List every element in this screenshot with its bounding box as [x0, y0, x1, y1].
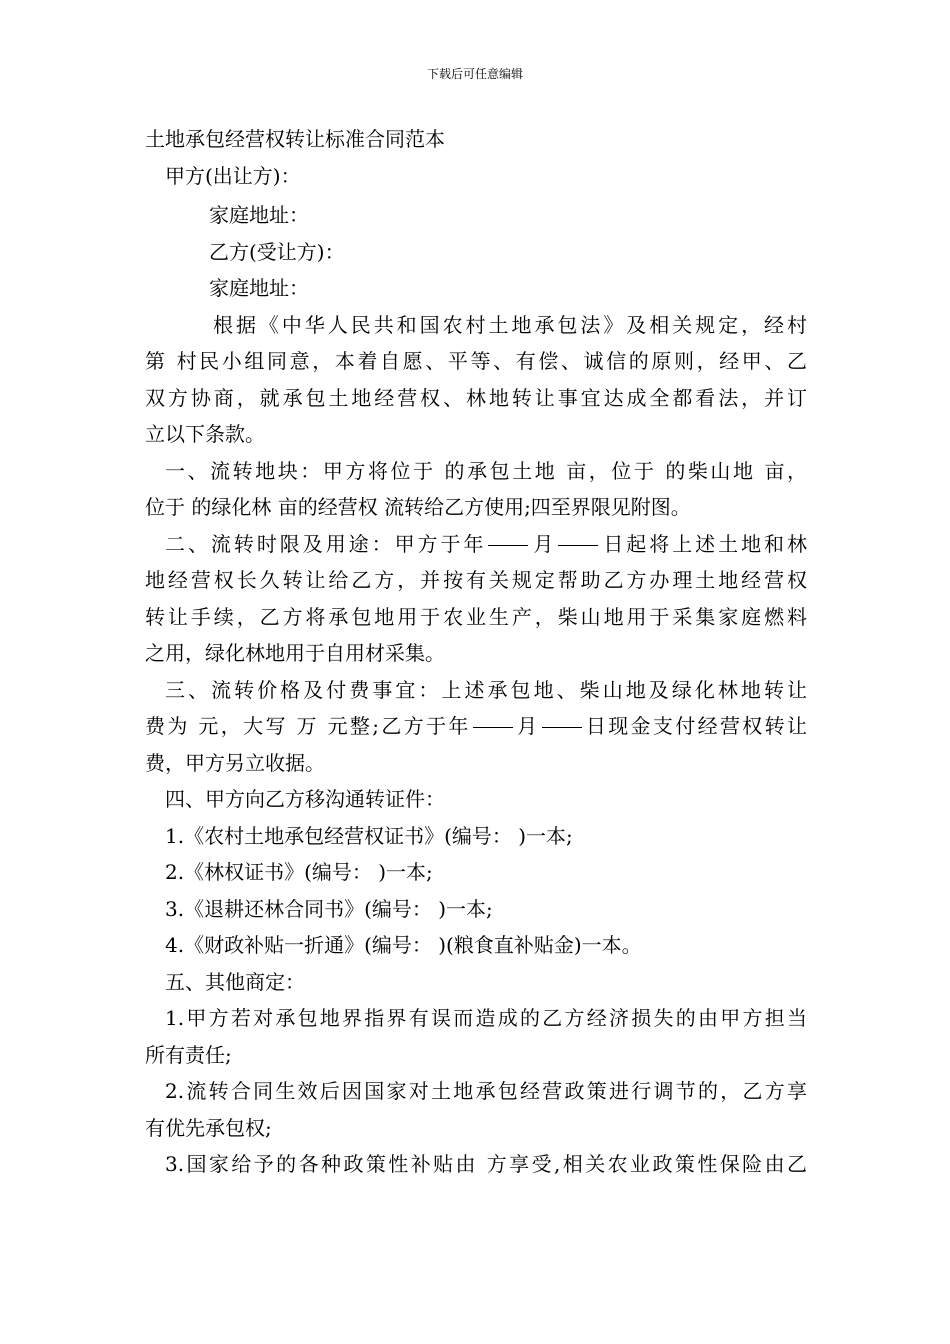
clause-3-text-a: 费为 元，大写 万 元整;乙方于年: [145, 714, 471, 738]
preamble-line-2: 第 村民小组同意，本着自愿、平等、有偿、诚信的原则，经甲、乙: [145, 349, 807, 373]
clause-2-line-4: 之用，绿化林地用于自用材采集。: [145, 641, 445, 665]
clause-5-item-1-line-1: 1.甲方若对承包地界指界有误而造成的乙方经济损失的由甲方担当: [165, 1006, 807, 1030]
page-header: 下载后可任意编辑: [426, 67, 523, 81]
blank-field: [473, 726, 513, 728]
clause-2-text-b: 月: [530, 531, 557, 556]
clause-1-line-1: 一、流转地块：甲方将位于 的承包土地 亩，位于 的柴山地 亩，: [165, 458, 807, 483]
clause-3-text-c: 日现金支付经营权转让: [583, 714, 808, 738]
clause-5-item-2-line-2: 有优先承包权;: [145, 1115, 272, 1140]
preamble-line-3: 双方协商，就承包土地经营权、林地转让事宜达成全都看法，并订: [145, 385, 807, 410]
clause-1-line-2: 位于 的绿化林 亩的经营权 流转给乙方使用;四至界限见附图。: [145, 495, 691, 519]
party-a-address: 家庭地址：: [209, 203, 309, 227]
preamble-line-4: 立以下条款。: [145, 422, 265, 446]
party-a-label: 甲方(出让方)：: [165, 163, 301, 188]
clause-2-text-a: 二、流转时限及用途：甲方于年: [165, 531, 487, 556]
blank-field: [542, 726, 582, 728]
clause-3-text-b: 月: [514, 714, 540, 738]
clause-4-item-1: 1.《农村土地承包经营权证书》(编号： )一本;: [165, 823, 573, 848]
clause-2-line-3: 转让手续，乙方将承包地用于农业生产，柴山地用于采集家庭燃料: [145, 604, 807, 629]
contract-body: [145, 121, 807, 1183]
clause-3-line-1: 三、流转价格及付费事宜：上述承包地、柴山地及绿化林地转让: [165, 677, 807, 702]
document-title: 土地承包经营权转让标准合同范本: [145, 127, 445, 151]
blank-field: [558, 544, 598, 546]
clause-2-text-c: 日起将上述土地和林: [600, 531, 808, 556]
clause-4-item-2: 2.《林权证书》(编号： )一本;: [165, 860, 433, 884]
clause-2-line-2: 地经营权长久转让给乙方，并按有关规定帮助乙方办理土地经营权: [145, 568, 807, 592]
clause-4-heading: 四、甲方向乙方移沟通转证件：: [165, 787, 445, 811]
clause-5-heading: 五、其他商定：: [165, 969, 305, 994]
blank-field: [488, 544, 528, 546]
clause-5-item-3-line-1: 3.国家给予的各种政策性补贴由 方享受,相关农业政策性保险由乙: [165, 1152, 807, 1176]
clause-5-item-2-line-1: 2.流转合同生效后因国家对土地承包经营政策进行调节的，乙方享: [165, 1079, 807, 1103]
clause-3-line-2: [145, 708, 807, 745]
clause-4-item-4: 4.《财政补贴一折通》(编号： )(粮食直补贴金)一本。: [165, 933, 642, 957]
preamble-line-1: 根据《中华人民共和国农村土地承包法》及相关规定，经村: [213, 312, 807, 337]
clause-2-line-1: [145, 526, 807, 563]
clause-4-item-3: 3.《退耕还林合同书》(编号： )一本;: [165, 896, 493, 921]
clause-5-item-1-line-2: 所有责任;: [145, 1042, 232, 1067]
party-b-label: 乙方(受让方)：: [209, 239, 345, 264]
clause-3-line-3: 费，甲方另立收据。: [145, 750, 325, 775]
party-b-address: 家庭地址：: [209, 276, 309, 300]
